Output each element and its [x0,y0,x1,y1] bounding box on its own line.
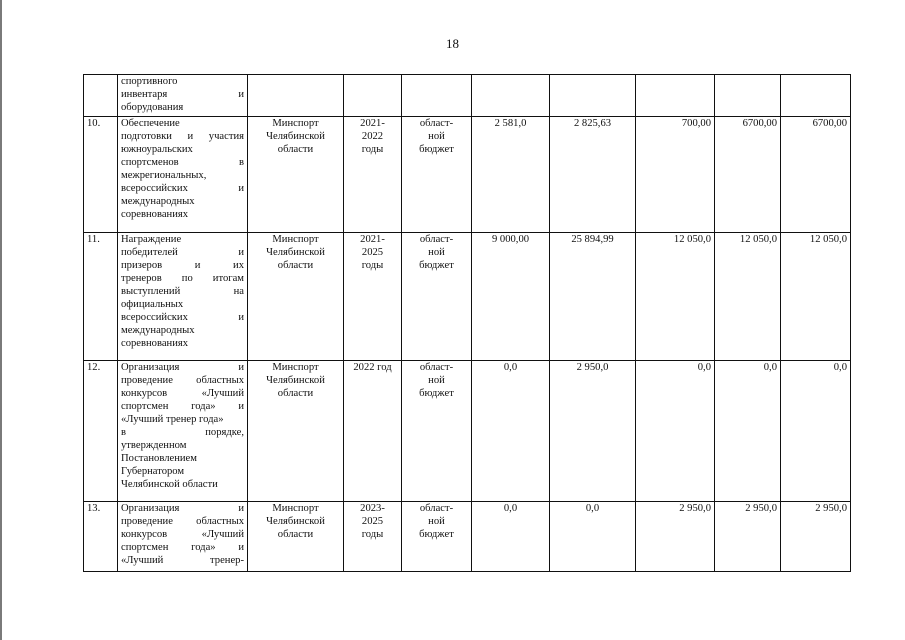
cell-activity [118,361,248,502]
table-row-continuation [84,75,851,117]
activity-line: подготовки и участия [121,131,244,142]
activity-line: проведение областных [121,516,244,527]
cell-executor-line: Челябинской [266,375,325,386]
activity-line: выступлений на [121,286,244,297]
cell-value: 12 050,0 [715,233,781,361]
cell-value: 2 825,63 [550,117,636,233]
cell-num [84,75,118,117]
cell-value [472,75,550,117]
cell-num: 12. [84,361,118,502]
cell-value [550,75,636,117]
cell-value: 2 581,0 [472,117,550,233]
cell-period [344,233,402,361]
activity-line: проведение областных [121,375,244,386]
activity-line: тренеров по итогам [121,273,244,284]
cell-period-line: 2025 [361,247,384,258]
cell-value: 0,0 [472,502,550,572]
activity-line: всероссийских и [121,312,244,323]
cell-activity [118,75,248,117]
activity-line: южноуральских [121,144,193,155]
cell-executor-line: Минспорт [272,118,319,129]
cell-period [344,361,402,502]
cell-source [402,361,472,502]
cell-executor-line: области [277,529,314,540]
cell-source [402,233,472,361]
activity-line: Челябинской области [121,479,218,490]
cell-executor-line: Челябинской [266,516,325,527]
cell-source-line: ной [428,131,445,142]
cell-executor [248,75,344,117]
cell-source-line: област- [419,234,454,245]
activity-line: Губернатором [121,466,185,477]
cell-source-line: ной [428,375,445,386]
cell-activity [118,502,248,572]
cell-value: 12 050,0 [781,233,851,361]
cell-period [344,75,402,117]
cell-value: 0,0 [715,361,781,502]
cell-num: 11. [84,233,118,361]
cell-source-line: бюджет [419,529,454,540]
cell-value: 9 000,00 [472,233,550,361]
cell-source-line: област- [419,362,454,373]
cell-source-line: бюджет [419,144,454,155]
cell-executor-line: Челябинской [266,247,325,258]
activity-line: спортсмен года» и [121,401,244,412]
cell-source-line: област- [419,118,454,129]
activity-line: утвержденном [121,440,187,451]
cell-executor-line: Челябинской [266,131,325,142]
cell-period-line: годы [361,144,384,155]
cell-period-line: 2022 [361,131,384,142]
cell-value: 2 950,0 [715,502,781,572]
cell-source-line: бюджет [419,260,454,271]
cell-source-line: област- [419,503,454,514]
activity-line: «Лучший тренер года» [121,414,224,425]
cell-source [402,117,472,233]
table-body [84,75,851,572]
activity-line: спортивного [121,76,178,87]
cell-value: 12 050,0 [636,233,715,361]
cell-source-line: ной [428,247,445,258]
activity-line: Обеспечение [121,118,180,129]
activity-line: Организация и [121,362,244,373]
cell-value: 700,00 [636,117,715,233]
activity-line: спортсмен года» и [121,542,244,553]
activity-line: спортсменов в [121,157,244,168]
cell-activity [118,117,248,233]
cell-executor-line: области [277,144,314,155]
cell-period-line: 2023- [360,503,385,514]
activity-line: «Лучший тренер- [121,555,244,566]
cell-source-line: бюджет [419,388,454,399]
activity-line: соревнованиях [121,338,189,349]
cell-source [402,75,472,117]
activity-line: Постановлением [121,453,197,464]
activity-line: в порядке, [121,427,244,438]
activity-line: Награждение [121,234,182,245]
activity-line: межрегиональных, [121,170,207,181]
cell-value: 0,0 [636,361,715,502]
cell-source [402,502,472,572]
cell-executor-line: области [277,388,314,399]
cell-period-line: годы [361,260,384,271]
cell-period [344,117,402,233]
cell-value: 2 950,0 [636,502,715,572]
table-row [84,502,851,572]
cell-executor-line: Минспорт [272,362,319,373]
cell-value: 2 950,0 [781,502,851,572]
activity-line: конкурсов «Лучший [121,388,244,399]
cell-value [636,75,715,117]
table-row [84,117,851,233]
page-left-edge [0,0,2,640]
activity-line: официальных [121,299,184,310]
activity-line: конкурсов «Лучший [121,529,244,540]
cell-executor [248,233,344,361]
activity-line: победителей и [121,247,244,258]
cell-executor [248,117,344,233]
cell-value [781,75,851,117]
activity-line: всероссийских и [121,183,244,194]
cell-period-line: 2025 [361,516,384,527]
cell-period-line: годы [361,529,384,540]
cell-num: 13. [84,502,118,572]
activity-line: призеров и их [121,260,244,271]
activity-line: международных [121,325,195,336]
cell-value [715,75,781,117]
cell-value: 0,0 [550,502,636,572]
cell-period-line: 2022 год [353,362,392,373]
budget-table [83,74,851,572]
activity-line: международных [121,196,195,207]
activity-line: Организация и [121,503,244,514]
cell-value: 2 950,0 [550,361,636,502]
activity-line: соревнованиях [121,209,189,220]
cell-executor-line: области [277,260,314,271]
cell-executor-line: Минспорт [272,503,319,514]
cell-value: 6700,00 [715,117,781,233]
cell-period-line: 2021- [360,234,385,245]
cell-period-line: 2021- [360,118,385,129]
table-row [84,233,851,361]
cell-executor [248,502,344,572]
page-number: 18 [446,36,459,51]
cell-activity [118,233,248,361]
cell-value: 0,0 [472,361,550,502]
cell-value: 6700,00 [781,117,851,233]
cell-source-line: ной [428,516,445,527]
cell-value: 0,0 [781,361,851,502]
cell-executor-line: Минспорт [272,234,319,245]
cell-value: 25 894,99 [550,233,636,361]
cell-period [344,502,402,572]
cell-num: 10. [84,117,118,233]
activity-line: инвентаря и [121,89,244,100]
activity-line: оборудования [121,102,184,113]
table-row [84,361,851,502]
cell-executor [248,361,344,502]
